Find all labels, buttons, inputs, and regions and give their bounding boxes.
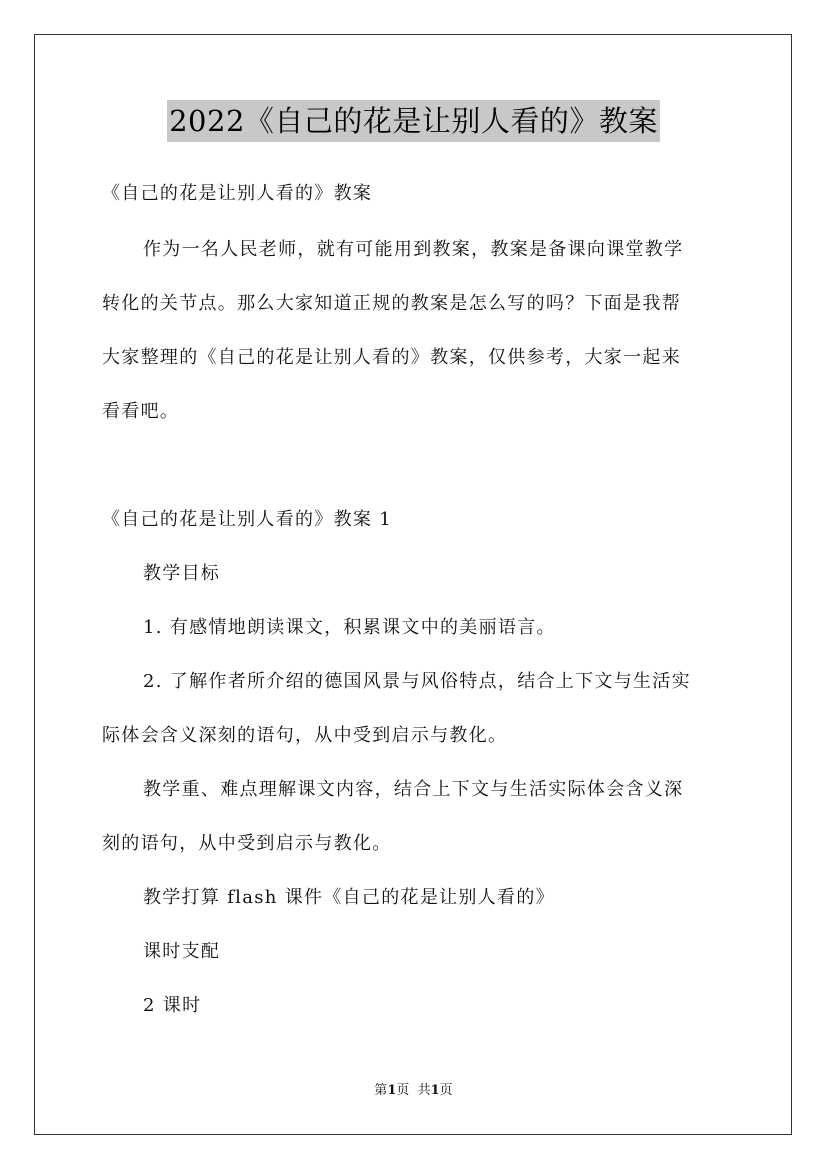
intro-line-2: 转化的关节点。那么大家知道正规的教案是怎么写的吗？下面是我帮 — [102, 293, 681, 314]
title-container — [0, 100, 827, 142]
goal-2-line-1: 2. 了解作者所介绍的德国风景与风俗特点，结合上下文与生活实 — [143, 671, 691, 692]
footer-page-suffix: 页 — [439, 1083, 453, 1098]
schedule-value: 2 课时 — [143, 995, 202, 1016]
schedule-heading: 课时支配 — [143, 941, 221, 962]
key-points-line-1: 教学重、难点理解课文内容，结合上下文与生活实际体会含义深 — [143, 779, 684, 800]
intro-line-3: 大家整理的《自己的花是让别人看的》教案，仅供参考，大家一起来 — [102, 347, 681, 368]
document-title: 2022《自己的花是让别人看的》教案 — [167, 100, 660, 142]
intro-line-4: 看看吧。 — [102, 401, 180, 422]
section-heading: 《自己的花是让别人看的》教案 1 — [102, 509, 392, 530]
footer-page-total: 1 — [430, 1083, 440, 1098]
goal-2-line-2: 际体会含义深刻的语句，从中受到启示与教化。 — [102, 725, 508, 746]
key-points-line-2: 刻的语句，从中受到启示与教化。 — [102, 833, 392, 854]
goals-heading: 教学目标 — [143, 563, 221, 584]
intro-line-1: 作为一名人民老师，就有可能用到教案，教案是备课向课堂教学 — [143, 239, 684, 260]
page-footer — [0, 1082, 827, 1100]
goal-1: 1. 有感情地朗读课文，积累课文中的美丽语言。 — [143, 617, 556, 638]
footer-page-mid: 页 共 — [396, 1083, 431, 1098]
document-subtitle: 《自己的花是让别人看的》教案 — [102, 183, 373, 204]
footer-page-current: 1 — [387, 1083, 397, 1098]
footer-page-prefix: 第 — [374, 1083, 388, 1098]
preparation: 教学打算 flash 课件《自己的花是让别人看的》 — [143, 887, 555, 908]
